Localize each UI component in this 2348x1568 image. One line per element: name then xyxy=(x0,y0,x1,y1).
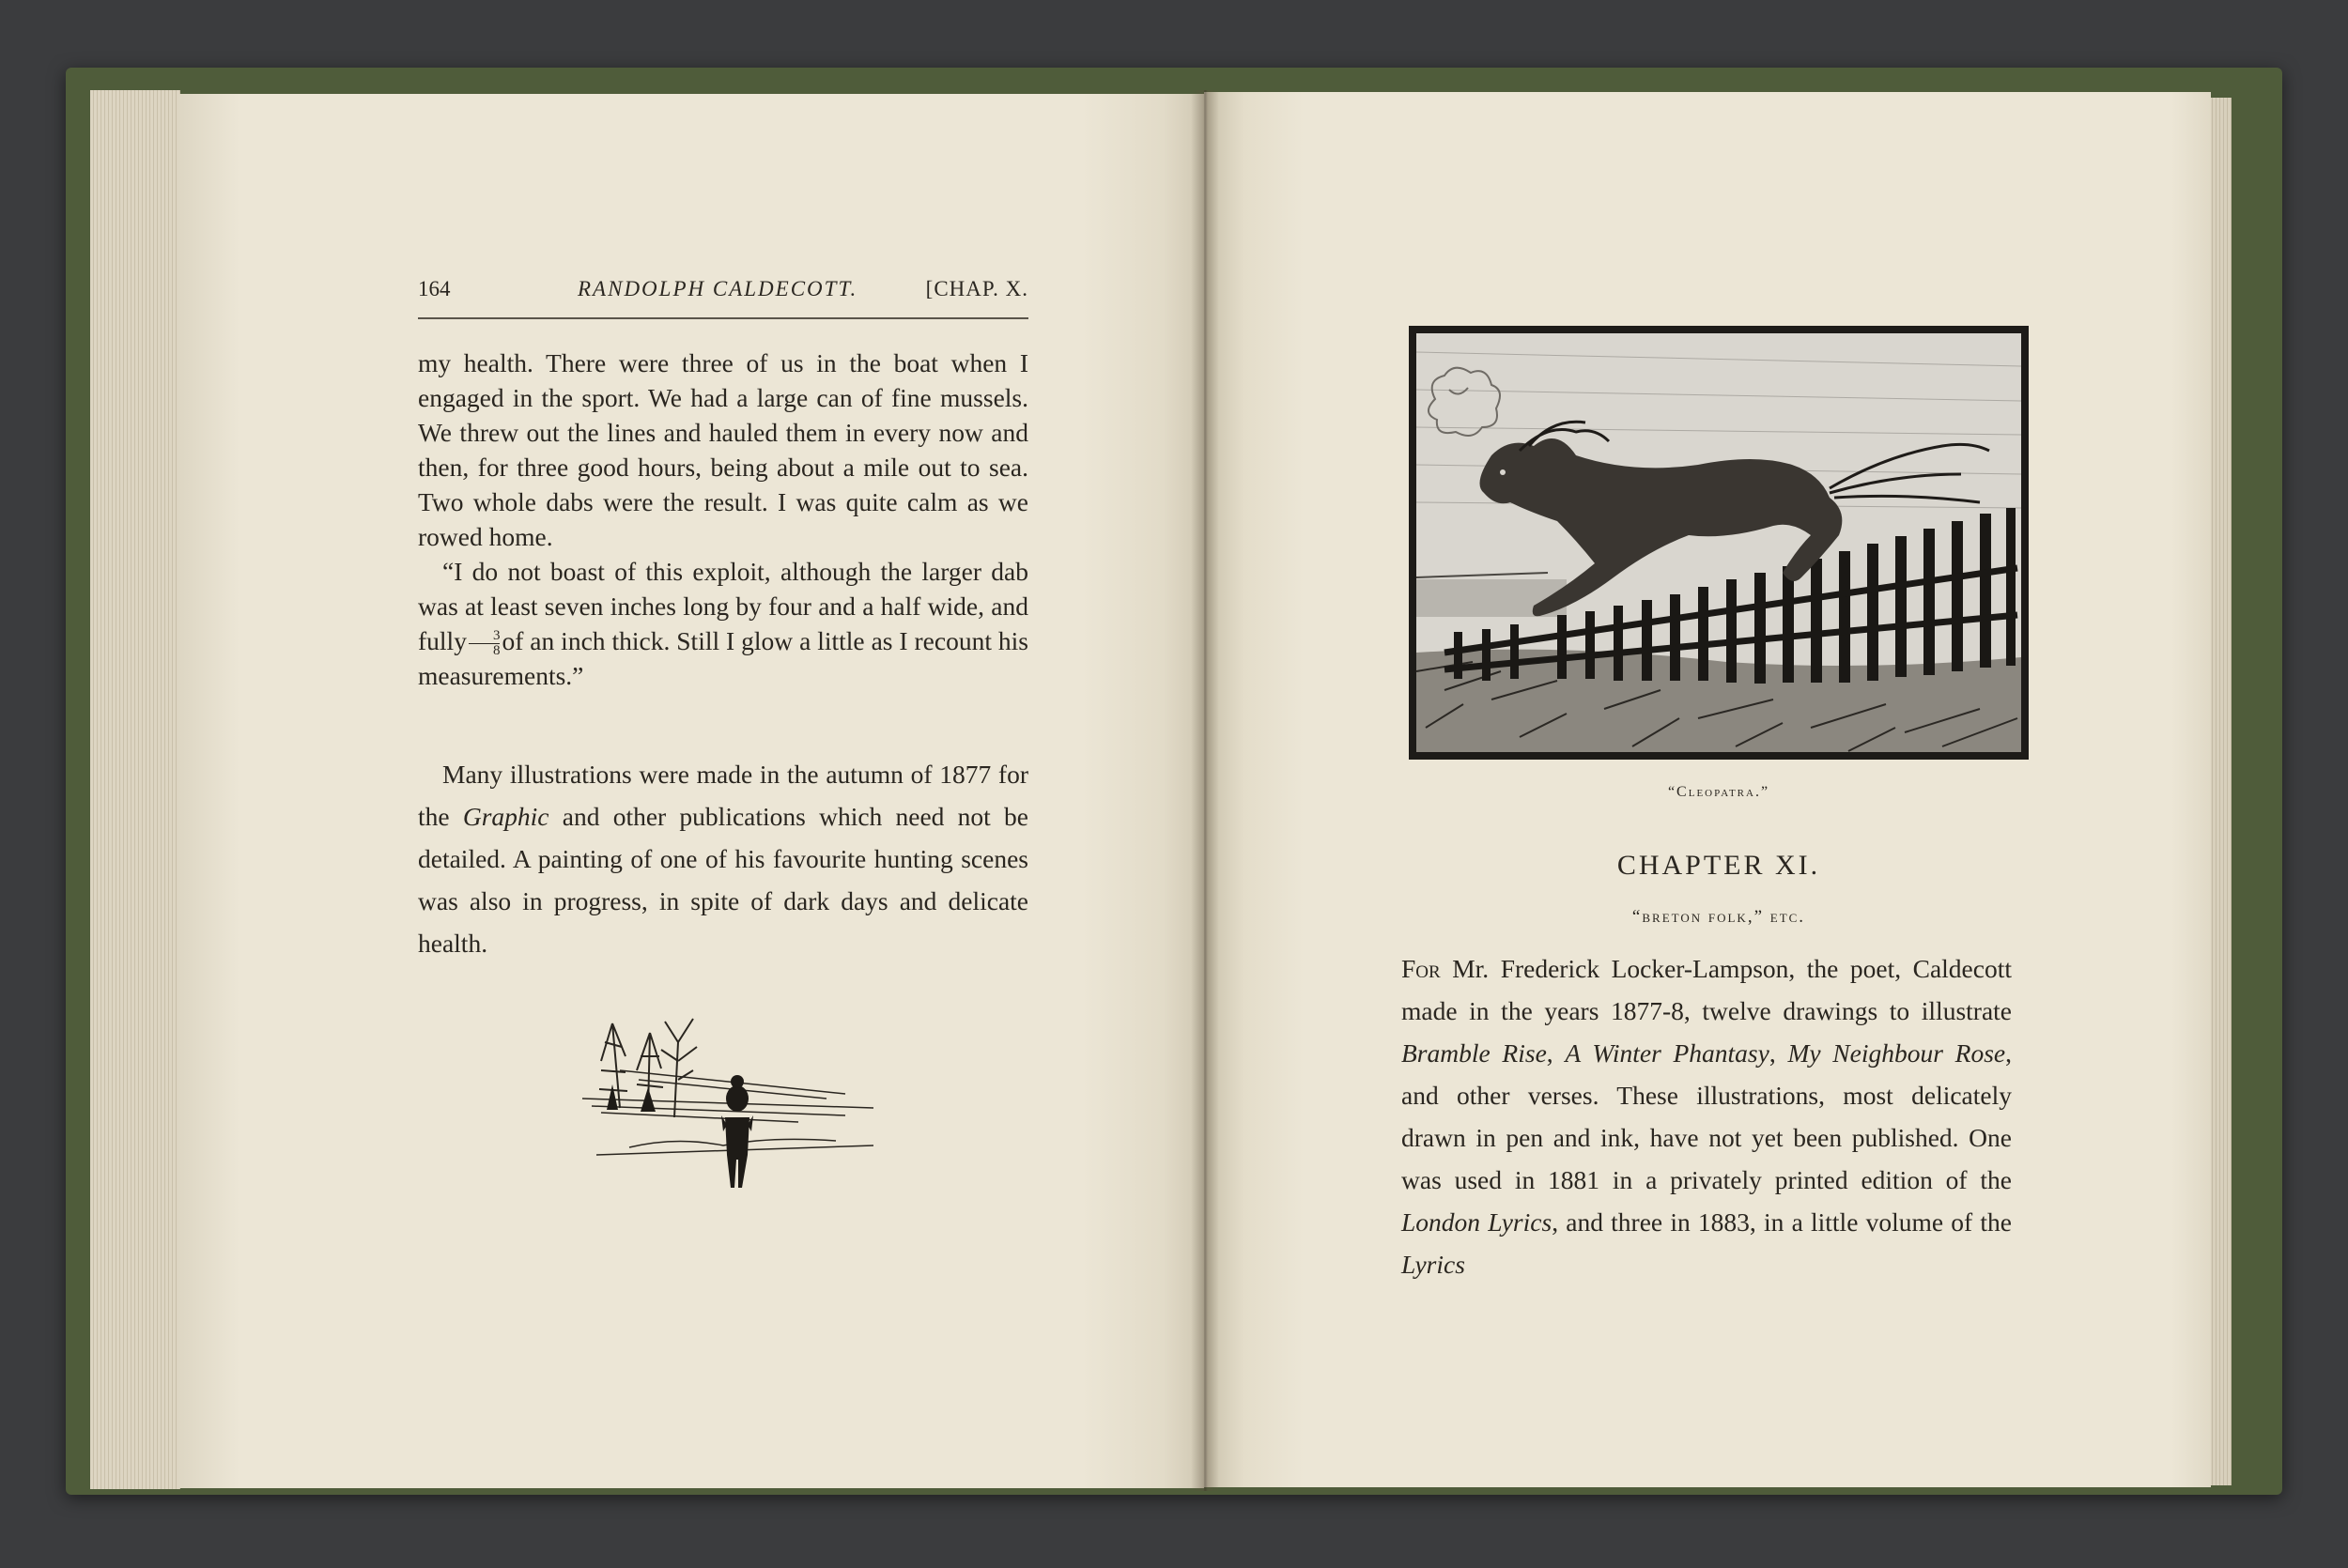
italic-title-3: My Neighbour Rose xyxy=(1787,1038,2006,1068)
right-page-edges xyxy=(2209,98,2232,1485)
body-text-block-1 xyxy=(418,346,1028,693)
drop-word: For xyxy=(1401,954,1441,983)
fraction-numerator: 3 xyxy=(492,628,501,644)
horse-jumping-fence-drawing xyxy=(1416,333,2021,752)
chapter-subtitle: “breton folk,” etc. xyxy=(1631,907,1806,927)
fraction-denominator: 8 xyxy=(469,643,501,658)
italic-title-4: London Lyrics xyxy=(1401,1207,1552,1237)
italic-title-5: Lyrics xyxy=(1401,1250,1465,1279)
paragraph-2-text-a: “I do not boast of this exploit, although the larger dab was at least seven inches long by four and a half wide, and fully xyxy=(418,557,1028,655)
rider-vignette-illustration xyxy=(564,1005,883,1221)
text-e: , and three in 1883, in a little volume of the xyxy=(1552,1207,2012,1237)
running-header xyxy=(418,277,1028,307)
paragraph-2 xyxy=(418,554,1028,693)
running-title: RANDOLPH CALDECOTT. xyxy=(578,277,858,300)
paragraph-3-italic: Graphic xyxy=(462,802,549,831)
paragraph-1: my health. There were three of us in the boat when I engaged in the sport. We had a large can of fine mussels. We threw out the lines and hauled them in every now and then, for three good hours, being about a mile out to sea. Two whole dabs were the result. I was quite calm as we rowed home. xyxy=(418,348,1028,551)
text-b: , xyxy=(1546,1038,1553,1068)
paragraph-3-text-a: Many illustrations were made in the autumn of 1877 for the xyxy=(418,760,1028,831)
italic-title-1: Bramble Rise xyxy=(1401,1038,1547,1068)
cleopatra-illustration-frame xyxy=(1409,326,2029,760)
figure-caption: “Cleopatra.” xyxy=(1667,784,1770,800)
page-number: 164 xyxy=(418,277,451,300)
header-rule xyxy=(418,317,1028,319)
italic-title-2: A Winter Phantasy xyxy=(1565,1038,1769,1068)
left-page-edges xyxy=(90,90,180,1489)
text-a: Mr. Frederick Locker-Lampson, the poet, Caldecott made in the years 1877-8, twelve drawings to illustrate xyxy=(1401,954,2012,1025)
fraction xyxy=(469,629,501,658)
paragraph-3-text-b: and other publications which need not be detailed. A painting of one of his favourite hunting scenes was also in progress, in spite of dark days and delicate health. xyxy=(418,802,1028,958)
chapter-body-paragraph xyxy=(1401,947,2012,1285)
text-d: , and other verses. These illustrations, most delicately drawn in pen and ink, have not yet been published. One was used in 1881 in a privately printed edition of the xyxy=(1401,1038,2012,1194)
chapter-heading: CHAPTER XI. xyxy=(1616,850,1821,881)
book-gutter xyxy=(1191,90,1219,1491)
paragraph-3 xyxy=(418,753,1028,964)
chapter-reference: [CHAP. X. xyxy=(925,277,1028,300)
paragraph-2-text-b: of an inch thick. Still I glow a little as I recount his measurements.” xyxy=(418,626,1028,691)
text-c: , xyxy=(1769,1038,1776,1068)
cleopatra-illustration xyxy=(1416,333,2021,752)
